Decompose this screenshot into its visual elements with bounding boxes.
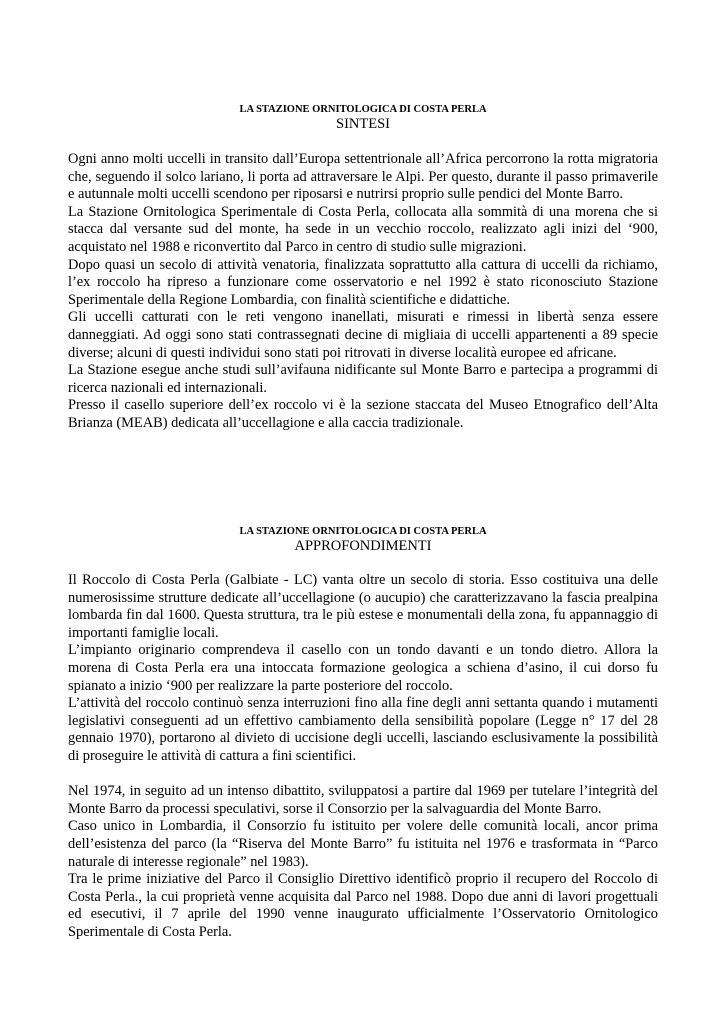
section-body — [68, 151, 658, 433]
section-kicker: LA STAZIONE ORNITOLOGICA DI COSTA PERLA — [239, 526, 487, 537]
paragraph: La Stazione esegue anche studi sull’avifauna nidificante sul Monte Barro e partecipa a programmi di ricerca nazionali ed internazionali. — [68, 362, 658, 396]
paragraph: Caso unico in Lombardia, il Consorzio fu istituito per volere delle comunità locali, ancor prima dell’esistenza del parco (la “Riserva del Monte Barro” fu istituita nel 1976 e trasformata in “Parco naturale di interesse regionale” nel 1983). — [68, 818, 658, 870]
paragraph: Ogni anno molti uccelli in transito dall’Europa settentrionale all’Africa percorrono la rotta migratoria che, seguendo il solco lariano, li porta ad attraversare le Alpi. Per questo, durante il passo primaverile e autunnale molti uccelli scendono per riposarsi e nutrirsi proprio sulle pendici del Monte Barro. — [68, 151, 658, 203]
paragraph: Il Roccolo di Costa Perla (Galbiate - LC) vanta oltre un secolo di storia. Esso costituiva una delle numerosissime strutture dedicate all’uccellagione (o aucupio) che caratterizzavano la fascia prealpina lombarda fin dal 1600. Questa struttura, tra le più estese e monumentali della zona, fu appannaggio di importanti famiglie locali. — [68, 572, 658, 641]
paragraph: Dopo quasi un secolo di attività venatoria, finalizzata soprattutto alla cattura di uccelli da richiamo, l’ex roccolo ha ripreso a funzionare come osservatorio e nel 1992 è stato riconosciuto Stazione Sperimentale della Regione Lombardia, con finalità scientifiche e didattiche. — [68, 256, 658, 308]
paragraph: Nel 1974, in seguito ad un intenso dibattito, sviluppatosi a partire dal 1969 per tutelare l’integrità del Monte Barro da processi speculativi, sorse il Consorzio per la salvaguardia del Monte Barro. — [68, 783, 658, 817]
paragraph: Tra le prime iniziative del Parco il Consiglio Direttivo identificò proprio il recupero del Roccolo di Costa Perla., la cui proprietà venne acquisita dal Parco nel 1988. Dopo due anni di lavori progettuali ed esecutivi, il 7 aprile del 1990 venne inaugurato ufficialmente l’Osservatorio Ornitologico Sperimentale di Costa Perla. — [68, 871, 658, 940]
section-title: SINTESI — [336, 116, 390, 132]
paragraph: L’impianto originario comprendeva il casello con un tondo davanti e un tondo dietro. Allora la morena di Costa Perla era una intoccata formazione geologica a schiena d’asino, il cui dorso fu spianato a inizio ‘900 per realizzare la parte posteriore del roccolo. — [68, 642, 658, 694]
section-sintesi — [68, 103, 658, 433]
section-approfondimenti — [68, 525, 658, 941]
section-kicker: LA STAZIONE ORNITOLOGICA DI COSTA PERLA — [239, 104, 487, 115]
paragraph: Gli uccelli catturati con le reti vengono inanellati, misurati e rimessi in libertà senza essere danneggiati. Ad oggi sono stati contrassegnati decine di migliaia di uccelli appartenenti a 89 specie diverse; alcuni di questi individui sono stati poi ritrovati in diverse località europee ed africane. — [68, 309, 658, 361]
paragraph: Presso il casello superiore dell’ex roccolo vi è la sezione staccata del Museo Etnografico dell’Alta Brianza (MEAB) dedicata all’uccellagione e alla caccia tradizionale. — [68, 397, 658, 431]
paragraph: La Stazione Ornitologica Sperimentale di Costa Perla, collocata alla sommità di una morena che si stacca dal versante sud del monte, ha sede in un vecchio roccolo, realizzato agli inizi del ‘900, acquistato nel 1988 e riconvertito dal Parco in centro di studio sulle migrazioni. — [68, 203, 658, 255]
paragraph-spacer — [68, 766, 658, 784]
section-header — [68, 103, 658, 133]
section-header — [68, 525, 658, 555]
paragraph: L’attività del roccolo continuò senza interruzioni fino alla fine degli anni settanta quando i mutamenti legislativi conseguenti ad un effettivo cambiamento della sensibilità popolare (Legge n° 17 del 28 gennaio 1970), portarono al divieto di uccisione degli uccelli, lasciando esclusivamente la possibilità di proseguire le attività di cattura a fini scientifici. — [68, 695, 658, 764]
section-title: APPROFONDIMENTI — [294, 538, 432, 554]
section-body — [68, 572, 658, 941]
